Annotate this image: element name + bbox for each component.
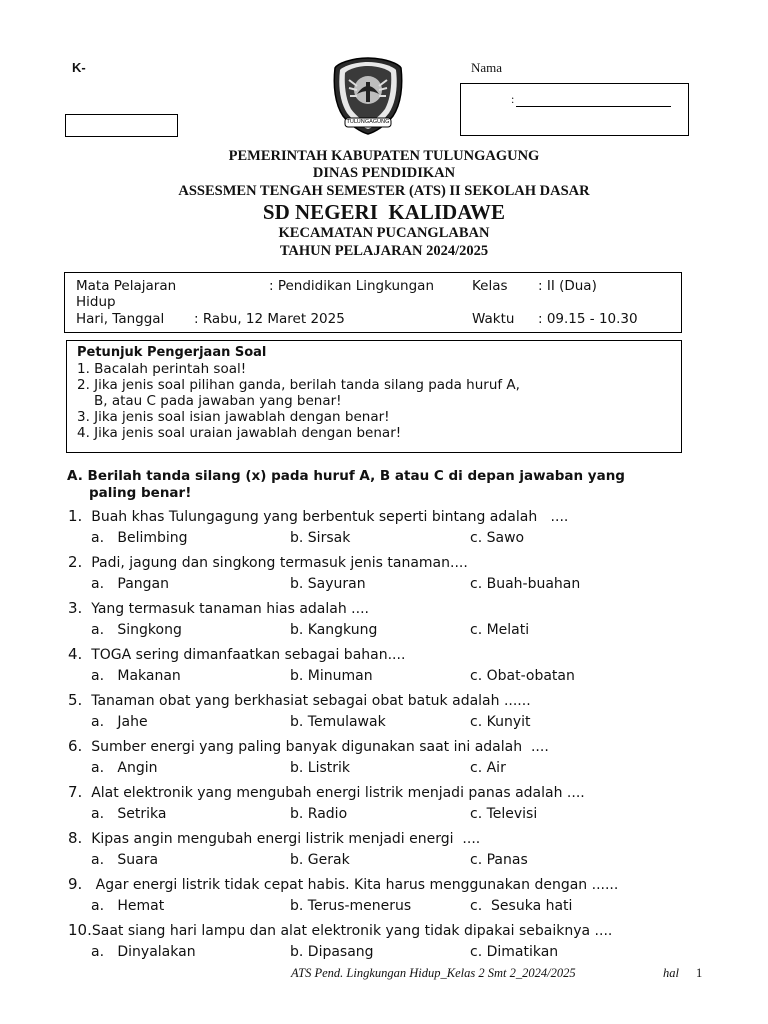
question-number: 5. <box>68 691 83 709</box>
question-text: Buah khas Tulungagung yang berbentuk seperti bintang adalah .... <box>82 509 569 525</box>
option-c[interactable]: c. Air <box>470 760 506 776</box>
logo-text: TULUNGAGUNG <box>346 119 390 125</box>
question-text: Yang termasuk tanaman hias adalah .... <box>82 601 369 617</box>
kelas-label: Kelas <box>472 278 508 294</box>
hari-value: : Rabu, 12 Maret 2025 <box>194 311 345 327</box>
nama-colon: : <box>511 92 515 106</box>
instruction-item: 1. Bacalah perintah soal! <box>77 361 247 377</box>
question-2 <box>68 553 468 571</box>
option-a[interactable]: a. Singkong <box>91 622 182 638</box>
option-b[interactable]: b. Temulawak <box>290 714 386 730</box>
question-text: Kipas angin mengubah energi listrik menjadi energi .... <box>82 831 481 847</box>
nama-field[interactable] <box>511 92 671 107</box>
option-a[interactable]: a. Angin <box>91 760 158 776</box>
option-a[interactable]: a. Jahe <box>91 714 148 730</box>
hari-label: Hari, Tanggal <box>76 311 165 327</box>
title-pemerintah: PEMERINTAH KABUPATEN TULUNGAGUNG <box>228 148 540 164</box>
page-title-block <box>0 147 768 260</box>
option-b[interactable]: b. Sayuran <box>290 576 366 592</box>
option-b[interactable]: b. Listrik <box>290 760 351 776</box>
option-a[interactable]: a. Suara <box>91 852 159 868</box>
option-b[interactable]: b. Minuman <box>290 668 373 684</box>
option-b[interactable]: b. Radio <box>290 806 348 822</box>
section-a-line1: A. Berilah tanda silang (x) pada huruf A, B atau C di depan jawaban yang <box>67 468 625 484</box>
question-8 <box>68 829 480 847</box>
instruction-item-cont: B, atau C pada jawaban yang benar! <box>94 393 342 409</box>
nama-box[interactable] <box>460 83 689 136</box>
option-c[interactable]: c. Melati <box>470 622 530 638</box>
option-a[interactable]: a. Hemat <box>91 898 165 914</box>
question-9 <box>68 875 618 893</box>
option-c[interactable]: c. Sesuka hati <box>470 898 573 914</box>
question-text: Padi, jagung dan singkong termasuk jenis tanaman.... <box>82 555 468 571</box>
question-number: 10. <box>68 921 92 939</box>
option-a[interactable]: a. Setrika <box>91 806 167 822</box>
footer-text: ATS Pend. Lingkungan Hidup_Kelas 2 Smt 2_2024/2025 <box>291 966 576 980</box>
instruction-item: 2. Jika jenis soal pilihan ganda, berilah tanda silang pada huruf A, <box>77 377 520 393</box>
question-10 <box>68 921 612 939</box>
question-5 <box>68 691 531 709</box>
question-1 <box>68 507 568 525</box>
title-dinas: DINAS PENDIDIKAN <box>312 165 456 181</box>
nama-label: Nama <box>471 60 503 75</box>
option-a[interactable]: a. Dinyalakan <box>91 944 196 960</box>
question-number: 2. <box>68 553 83 571</box>
waktu-label: Waktu <box>472 311 515 327</box>
option-b[interactable]: b. Kangkung <box>290 622 378 638</box>
option-c[interactable]: c. Buah-buahan <box>470 576 581 592</box>
footer-hal: hal <box>663 966 679 980</box>
school-name: SD NEGERI KALIDAWE <box>262 200 506 224</box>
question-number: 9. <box>68 875 83 893</box>
waktu-value: : 09.15 - 10.30 <box>538 311 638 327</box>
question-text: TOGA sering dimanfaatkan sebagai bahan.... <box>82 647 406 663</box>
option-c[interactable]: c. Televisi <box>470 806 538 822</box>
nama-underline <box>516 94 671 107</box>
mapel-value-cont: Hidup <box>76 294 116 310</box>
option-a[interactable]: a. Makanan <box>91 668 181 684</box>
option-c[interactable]: c. Panas <box>470 852 528 868</box>
option-c[interactable]: c. Sawo <box>470 530 525 546</box>
question-number: 4. <box>68 645 83 663</box>
footer <box>291 966 703 981</box>
option-c[interactable]: c. Obat-obatan <box>470 668 575 684</box>
option-c[interactable]: c. Kunyit <box>470 714 531 730</box>
kelas-value: : II (Dua) <box>538 278 597 294</box>
question-text: Tanaman obat yang berkhasiat sebagai obat batuk adalah ...... <box>82 693 531 709</box>
option-b[interactable]: b. Terus-menerus <box>290 898 412 914</box>
question-7 <box>68 783 585 801</box>
mapel-label: Mata Pelajaran <box>76 278 177 294</box>
kode-box <box>65 114 178 137</box>
mapel-value: : Pendidikan Lingkungan <box>269 278 435 294</box>
instructions-title: Petunjuk Pengerjaan Soal <box>77 345 267 360</box>
instructions-box <box>66 340 682 453</box>
info-box <box>64 272 682 333</box>
page-number: 1 <box>696 966 703 980</box>
option-b[interactable]: b. Gerak <box>290 852 350 868</box>
title-tahun: TAHUN PELAJARAN 2024/2025 <box>279 243 489 259</box>
question-text: Sumber energi yang paling banyak digunakan saat ini adalah .... <box>82 739 549 755</box>
question-text: Saat siang hari lampu dan alat elektronik yang tidak dipakai sebaiknya .... <box>91 923 613 939</box>
kode-label: K- <box>72 60 86 75</box>
option-b[interactable]: b. Dipasang <box>290 944 374 960</box>
question-4 <box>68 645 405 663</box>
question-number: 8. <box>68 829 83 847</box>
title-kecamatan: KECAMATAN PUCANGLABAN <box>278 225 490 241</box>
instruction-item: 4. Jika jenis soal uraian jawablah dengan benar! <box>77 425 402 441</box>
question-number: 7. <box>68 783 83 801</box>
section-a-line2: paling benar! <box>89 485 192 501</box>
question-text: Alat elektronik yang mengubah energi listrik menjadi panas adalah .... <box>82 785 585 801</box>
instruction-item: 3. Jika jenis soal isian jawablah dengan benar! <box>77 409 390 425</box>
option-a[interactable]: a. Belimbing <box>91 530 188 546</box>
question-3 <box>68 599 369 617</box>
option-c[interactable]: c. Dimatikan <box>470 944 559 960</box>
tulungagung-logo <box>329 56 407 136</box>
option-a[interactable]: a. Pangan <box>91 576 169 592</box>
option-b[interactable]: b. Sirsak <box>290 530 351 546</box>
question-6 <box>68 737 549 755</box>
question-number: 6. <box>68 737 83 755</box>
question-number: 3. <box>68 599 83 617</box>
question-text: Agar energi listrik tidak cepat habis. Kita harus menggunakan dengan ...... <box>82 877 619 893</box>
section-a-heading <box>67 468 717 502</box>
title-assesmen: ASSESMEN TENGAH SEMESTER (ATS) II SEKOLAH DASAR <box>178 183 590 199</box>
question-number: 1. <box>68 507 83 525</box>
